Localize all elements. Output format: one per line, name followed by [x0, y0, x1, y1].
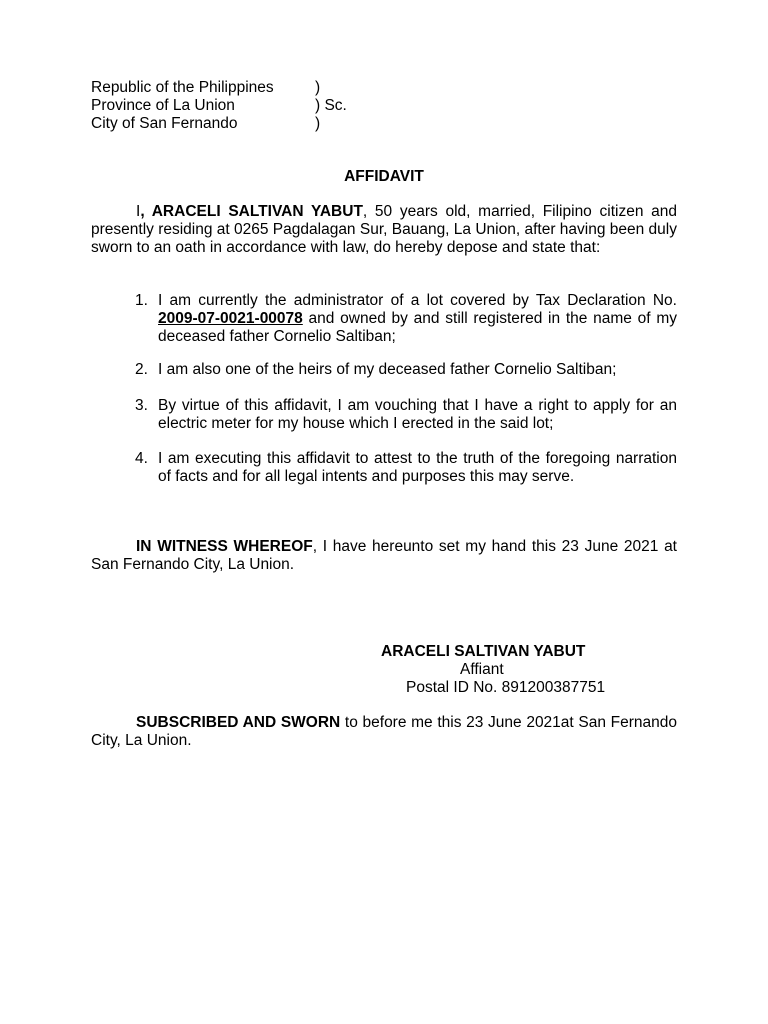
item-text: I am executing this affidavit to attest to the truth of the foregoing narration of facts and for all legal intents and purposes this may serve.: [158, 450, 677, 485]
caption-line-3: [91, 115, 451, 133]
witness-paragraph: [91, 538, 677, 574]
item-text: By virtue of this affidavit, I am vouching that I have a right to apply for an electric meter for my house which I erected in the said lot;: [158, 397, 677, 432]
caption-paren-3: ): [315, 115, 321, 132]
item-number: 3.: [135, 397, 148, 414]
tax-declaration-number: 2009-07-0021-00078: [158, 310, 303, 327]
statement-item-3: [135, 397, 677, 433]
item-text: I am currently the administrator of a lot covered by Tax Declaration No. 2009-07-0021-00078 and owned by and still registered in the name of my deceased father Cornelio Saltiban;: [158, 292, 677, 345]
caption-province: Province of La Union: [91, 97, 235, 114]
item-text: I am also one of the heirs of my deceased father Cornelio Saltiban;: [158, 361, 617, 378]
witness-text: , I have hereunto set my hand this 23 June 2021 at San Fernando City, La Union.: [91, 538, 677, 573]
statement-item-4: [135, 450, 677, 486]
caption-line-1: [91, 79, 451, 97]
item-number: 2.: [135, 361, 148, 378]
jurat-lead: SUBSCRIBED AND SWORN: [136, 714, 341, 731]
jurat-paragraph: [91, 714, 677, 750]
intro-text: , 50 years old, married, Filipino citizen and presently residing at 0265 Pagdalagan Sur, Bauang, La Union, after having been duly sworn to an oath in accordance with law, do hereby depose and state that:: [91, 203, 677, 256]
caption-line-2: [91, 97, 451, 115]
item-number: 1.: [135, 292, 148, 309]
intro-prefix: I: [136, 203, 141, 220]
signature-name: ARACELI SALTIVAN YABUT: [381, 643, 586, 660]
signature-id: Postal ID No. 891200387751: [406, 679, 606, 696]
caption-country: Republic of the Philippines: [91, 79, 274, 96]
caption-paren-1: ): [315, 79, 321, 96]
intro-paragraph: [91, 203, 677, 257]
jurat-text: to before me this 23 June 2021at San Fernando City, La Union.: [91, 714, 677, 749]
caption-city: City of San Fernando: [91, 115, 238, 132]
witness-lead: IN WITNESS WHEREOF: [136, 538, 313, 555]
document-title: AFFIDAVIT: [344, 168, 424, 185]
affiant-name-inline: , ARACELI SALTIVAN YABUT: [140, 203, 363, 220]
caption-venue-sc: ) Sc.: [315, 97, 347, 114]
signature-role: Affiant: [460, 661, 504, 678]
statement-item-1: [135, 292, 677, 346]
statement-item-2: [135, 361, 677, 379]
item-number: 4.: [135, 450, 148, 467]
